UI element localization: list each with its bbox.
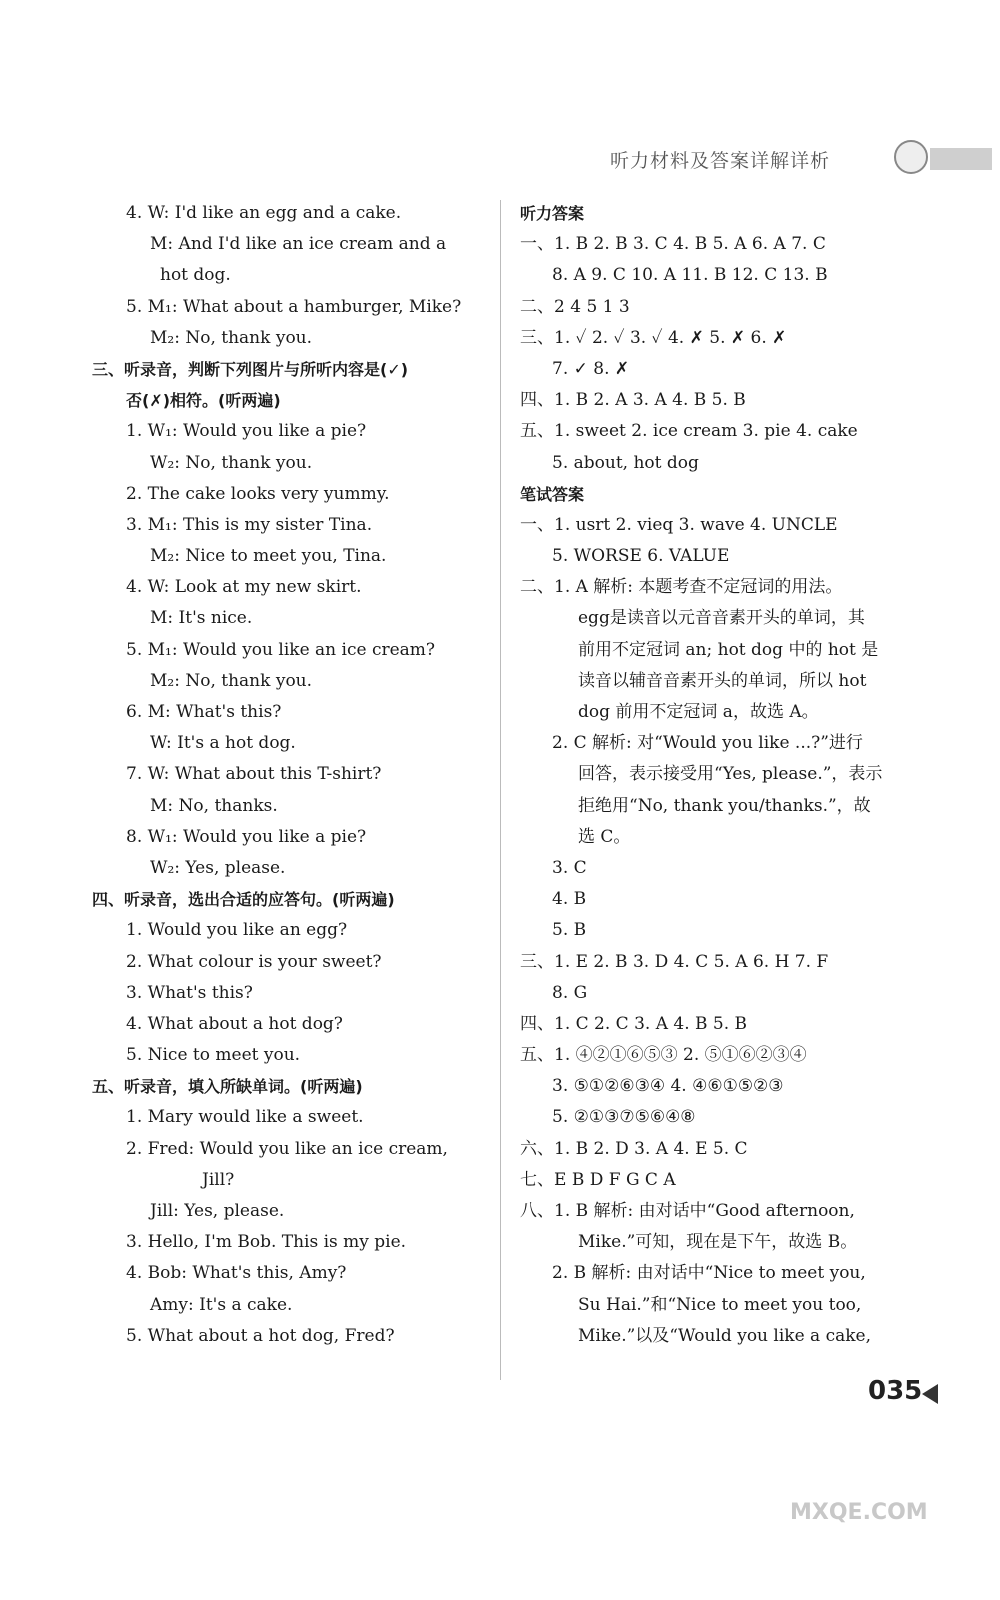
answer-line: 三、1. E 2. B 3. D 4. C 5. A 6. H 7. F (520, 951, 829, 972)
section-heading-cont: 否(✗)相符。(听两遍) (126, 391, 281, 411)
text-line: 7. W: What about this T-shirt? (126, 764, 382, 785)
text-line: M₂: No, thank you. (150, 327, 313, 348)
running-header: 听力材料及答案详解详析 (610, 150, 831, 172)
answer-line: 五、1. sweet 2. ice cream 3. pie 4. cake (520, 421, 858, 442)
text-line: 4. Bob: What's this, Amy? (126, 1263, 347, 1284)
text-line: M: No, thanks. (150, 795, 278, 816)
watermark: MXQE.COM (790, 1500, 928, 1525)
explanation-line: 回答，表示接受用“Yes, please.”，表示 (578, 764, 883, 785)
answer-line: 8. G (552, 982, 588, 1003)
text-line: 4. W: I'd like an egg and a cake. (126, 203, 402, 223)
text-line: 2. Fred: Would you like an ice cream, (126, 1138, 448, 1159)
text-line: 1. Mary would like a sweet. (126, 1107, 364, 1128)
answer-line: 5. B (552, 920, 587, 941)
text-line: 3. What's this? (126, 982, 253, 1003)
text-line: 5. M₁: Would you like an ice cream? (126, 639, 436, 660)
answer-line: 2. C 解析: 对“Would you like ...?”进行 (552, 733, 863, 754)
text-line: 1. W₁: Would you like a pie? (126, 421, 367, 442)
explanation-line: Mike.”以及“Would you like a cake, (578, 1325, 872, 1346)
explanation-line: Mike.”可知，现在是下午，故选 B。 (578, 1232, 858, 1253)
text-line: W₂: Yes, please. (150, 857, 286, 878)
explanation-line: 读音以辅音音素开头的单词，所以 hot (578, 670, 867, 691)
decorative-face-icon (894, 140, 928, 174)
answer-line: 4. B (552, 889, 587, 910)
answer-line: 八、1. B 解析: 由对话中“Good afternoon, (520, 1201, 855, 1221)
text-line: 5. Nice to meet you. (126, 1045, 301, 1066)
answer-line: 2. B 解析: 由对话中“Nice to meet you, (552, 1263, 866, 1284)
text-line: 3. Hello, I'm Bob. This is my pie. (126, 1232, 407, 1253)
page-number: 035 (868, 1376, 923, 1406)
answer-line: 一、1. usrt 2. vieq 3. wave 4. UNCLE (520, 514, 838, 535)
column-divider (500, 200, 501, 1380)
text-line: M: And I'd like an ice cream and a (150, 234, 447, 255)
section-heading: 三、听录音，判断下列图片与所听内容是(✓) (92, 359, 409, 379)
text-line: 4. W: Look at my new skirt. (126, 577, 362, 598)
section-heading: 听力答案 (520, 204, 585, 223)
explanation-line: Su Hai.”和“Nice to meet you too, (578, 1294, 862, 1315)
answer-line: 5. about, hot dog (552, 452, 699, 473)
answer-line: 5. ②①③⑦⑤⑥④⑧ (552, 1107, 696, 1128)
text-line: 2. The cake looks very yummy. (126, 483, 390, 504)
left-column (92, 198, 492, 1352)
section-heading: 笔试答案 (520, 484, 585, 504)
answer-line: 六、1. B 2. D 3. A 4. E 5. C (520, 1138, 748, 1159)
text-line: W₂: No, thank you. (150, 452, 313, 473)
text-line: 6. M: What's this? (126, 702, 282, 722)
explanation-line: dog 前用不定冠词 a，故选 A。 (578, 702, 819, 722)
explanation-line: 前用不定冠词 an; hot dog 中的 hot 是 (578, 639, 879, 660)
text-line: Jill? (202, 1169, 235, 1190)
explanation-line: 拒绝用“No, thank you/thanks.”，故 (578, 795, 871, 816)
text-line: 2. What colour is your sweet? (126, 951, 382, 972)
explanation-line: egg是读音以元音音素开头的单词，其 (578, 608, 865, 629)
answer-line: 二、1. A 解析: 本题考查不定冠词的用法。 (520, 577, 843, 598)
text-line: Amy: It's a cake. (150, 1294, 293, 1315)
section-heading: 四、听录音，选出合适的应答句。(听两遍) (92, 890, 395, 910)
text-line: 3. M₁: This is my sister Tina. (126, 514, 373, 535)
text-line: 8. W₁: Would you like a pie? (126, 826, 367, 847)
section-heading: 五、听录音，填入所缺单词。(听两遍) (92, 1077, 363, 1097)
text-line: M: It's nice. (150, 608, 253, 629)
text-line: M₂: Nice to meet you, Tina. (150, 546, 387, 567)
answer-line: 5. WORSE 6. VALUE (552, 546, 730, 567)
text-line: 5. What about a hot dog, Fred? (126, 1325, 395, 1346)
text-line: 1. Would you like an egg? (126, 920, 348, 941)
answer-line: 四、1. B 2. A 3. A 4. B 5. B (520, 390, 746, 411)
header-bar (930, 148, 992, 170)
answer-line: 3. C (552, 857, 587, 878)
right-column (520, 198, 940, 1352)
text-line: Jill: Yes, please. (150, 1201, 285, 1221)
answer-line: 三、1. ✓ 2. ✓ 3. ✓ 4. ✗ 5. ✗ 6. ✗ (520, 327, 787, 348)
text-line: 4. What about a hot dog? (126, 1013, 343, 1034)
text-line: W: It's a hot dog. (150, 733, 296, 754)
answer-line: 一、1. B 2. B 3. C 4. B 5. A 6. A 7. C (520, 234, 826, 255)
answer-line: 二、2 4 5 1 3 (520, 296, 630, 317)
answer-line: 五、1. ④②①⑥⑤③ 2. ⑤①⑥②③④ (520, 1045, 807, 1066)
explanation-line: 选 C。 (578, 826, 631, 847)
answer-line: 7. ✓ 8. ✗ (552, 358, 630, 379)
text-line: 5. M₁: What about a hamburger, Mike? (126, 296, 462, 317)
text-line: hot dog. (160, 265, 231, 286)
answer-line: 3. ⑤①②⑥③④ 4. ④⑥①⑤②③ (552, 1076, 784, 1097)
answer-line: 七、E B D F G C A (520, 1169, 676, 1190)
arrow-left-icon (922, 1384, 938, 1404)
answer-line: 四、1. C 2. C 3. A 4. B 5. B (520, 1013, 748, 1034)
answer-line: 8. A 9. C 10. A 11. B 12. C 13. B (552, 265, 828, 286)
text-line: M₂: No, thank you. (150, 670, 313, 691)
